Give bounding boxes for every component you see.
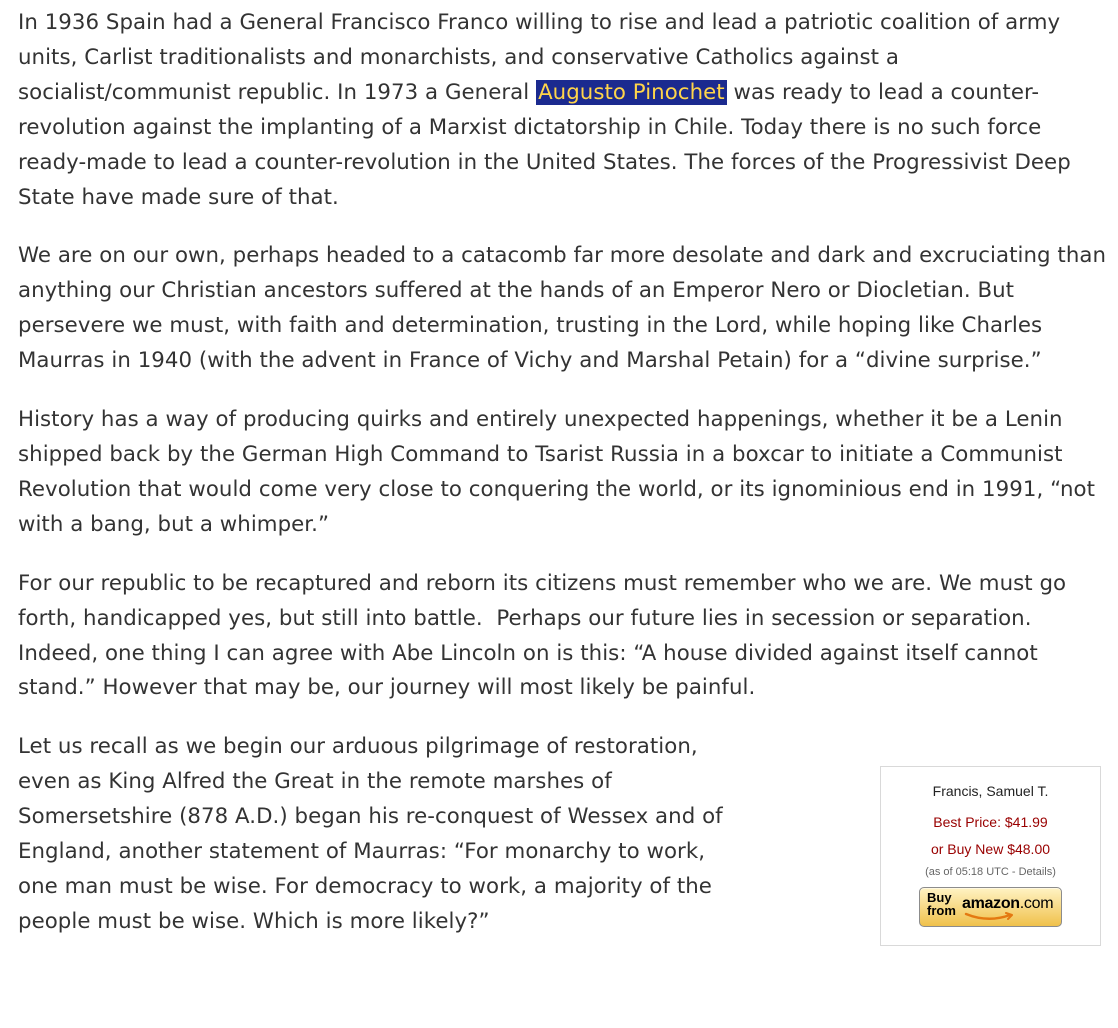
paragraph-5-line: Somersetshire (878 A.D.) began his re-conquest of Wessex and of [18,804,723,830]
paragraph-4: For our republic to be recaptured and reborn its citizens must remember who we are. We must go forth, handicapped yes, but still into battle. Perhaps our future lies in secession or separation. Indeed, one thing I can agree with Abe Lincoln on is this: “A house divided against itself cannot stand.” However that may be, our journey will most likely be painful. [18,570,1067,701]
price-timestamp[interactable]: (as of 05:18 UTC - Details) [925,866,1056,878]
amazon-logo-suffix: .com [1019,895,1054,912]
paragraph-1-text-end: was ready to lead a counter-revolution against the implanting of a Marxist dictatorship in Chile. Today there is no such force ready-made to lead a counter-revolution in the United States. The forces of the Progressivist Deep State have made sure of that. [18,79,1071,210]
amazon-logo-wordmark: amazon [962,895,1020,912]
paragraph-5-line: England, another statement of Maurras: “For monarchy to work, [18,839,706,865]
highlighted-name-link[interactable]: Augusto Pinochet [538,79,725,105]
paragraph-1-text-start: In 1936 Spain had a General Francisco Franco willing to rise and lead a patriotic coalition of army units, Carlist traditionalists and monarchists, and conservative Catholics against a socialist/communist republic. In 1973 a General [18,10,1061,105]
paragraph-5-line: people must be wise. Which is more likely?” [18,908,490,934]
buy-from-amazon-button[interactable] [919,887,1062,927]
button-buy-label: Buy [927,890,952,905]
paragraph-5-line: one man must be wise. For democracy to work, a majority of the [18,873,712,899]
amazon-product-widget [880,766,1101,946]
buy-new-price: or Buy New $48.00 [930,841,1051,857]
paragraph-5-line: Let us recall as we begin our arduous pilgrimage of restoration, [18,734,698,760]
paragraph-3: History has a way of producing quirks and entirely unexpected happenings, whether it be a Lenin shipped back by the German High Command to Tsarist Russia in a boxcar to initiate a Communist Revolution that would come very close to conquering the world, or its ignominious end in 1991, “not with a bang, but a whimper.” [18,407,1096,537]
button-from-label: from [927,903,956,918]
amazon-logo [962,895,1053,913]
book-author: Francis, Samuel T. [932,783,1049,799]
amazon-smile-icon [964,912,1016,922]
paragraph-1 [18,6,1110,215]
paragraph-5-line: even as King Alfred the Great in the remote marshes of [18,769,612,795]
best-price: Best Price: $41.99 [933,814,1048,830]
paragraph-2: We are on our own, perhaps headed to a catacomb far more desolate and dark and excruciating than anything our Christian ancestors suffered at the hands of an Emperor Nero or Diocletian. But persevere we must, with faith and determination, trusting in the Lord, while hoping like Charles Maurras in 1940 (with the advent in France of Vichy and Marshal Petain) for a “divine surprise.” [18,243,1107,374]
